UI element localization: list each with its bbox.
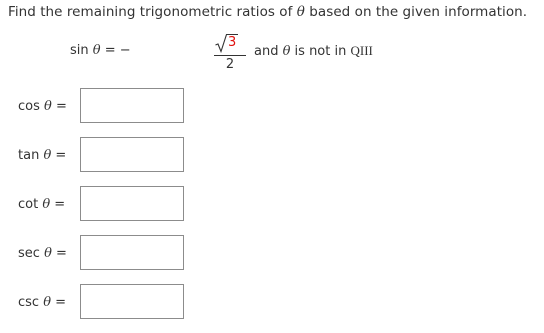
answer-row-cot bbox=[0, 186, 544, 223]
fraction-denominator: 2 bbox=[225, 57, 235, 72]
answer-row-tan bbox=[0, 137, 544, 174]
fraction-numerator bbox=[214, 34, 248, 52]
given-not-in: is not in bbox=[290, 44, 351, 59]
answer-row-csc bbox=[0, 284, 544, 321]
square-root-icon bbox=[215, 34, 227, 53]
csc-label bbox=[18, 295, 66, 310]
answer-row-sec bbox=[0, 235, 544, 272]
sec-answer-input[interactable] bbox=[80, 235, 184, 270]
csc-equals: = bbox=[51, 295, 67, 310]
answer-row-cos bbox=[0, 88, 544, 125]
cot-theta: θ bbox=[42, 197, 51, 212]
tan-equals: = bbox=[51, 148, 67, 163]
cos-theta: θ bbox=[44, 99, 52, 114]
cos-label bbox=[18, 99, 67, 114]
cos-equals: = bbox=[51, 99, 67, 114]
problem-prompt bbox=[8, 4, 542, 20]
cot-answer-input[interactable] bbox=[80, 186, 184, 221]
sec-label bbox=[18, 246, 67, 261]
given-quadrant: QIII bbox=[350, 43, 373, 58]
given-information bbox=[70, 34, 373, 78]
sec-equals: = bbox=[51, 246, 67, 261]
tan-theta: θ bbox=[43, 148, 52, 163]
sec-func: sec bbox=[18, 246, 45, 261]
tan-answer-input[interactable] bbox=[80, 137, 184, 172]
sec-theta: θ bbox=[44, 246, 52, 261]
fraction-bar bbox=[214, 55, 246, 56]
cot-label bbox=[18, 197, 65, 212]
given-theta: θ bbox=[92, 43, 101, 58]
numerator-radicand: 3 bbox=[228, 35, 237, 50]
cot-equals: = bbox=[50, 197, 66, 212]
csc-answer-input[interactable] bbox=[80, 284, 184, 319]
prompt-text-before: Find the remaining trigonometric ratios of bbox=[8, 4, 297, 20]
given-lhs bbox=[70, 43, 131, 58]
cot-func: cot bbox=[18, 197, 43, 212]
given-sin: sin bbox=[70, 43, 93, 58]
prompt-theta: θ bbox=[296, 4, 305, 20]
given-fraction bbox=[214, 34, 248, 76]
cos-answer-input[interactable] bbox=[80, 88, 184, 123]
prompt-text-after: based on the given information. bbox=[304, 4, 528, 20]
csc-theta: θ bbox=[43, 295, 52, 310]
given-condition-theta: θ bbox=[282, 44, 291, 59]
tan-label bbox=[18, 148, 66, 163]
tan-func: tan bbox=[18, 148, 44, 163]
given-and: and bbox=[254, 44, 283, 59]
given-condition bbox=[254, 43, 373, 59]
given-equals-minus: = − bbox=[100, 43, 131, 58]
cos-func: cos bbox=[18, 99, 45, 114]
csc-func: csc bbox=[18, 295, 44, 310]
